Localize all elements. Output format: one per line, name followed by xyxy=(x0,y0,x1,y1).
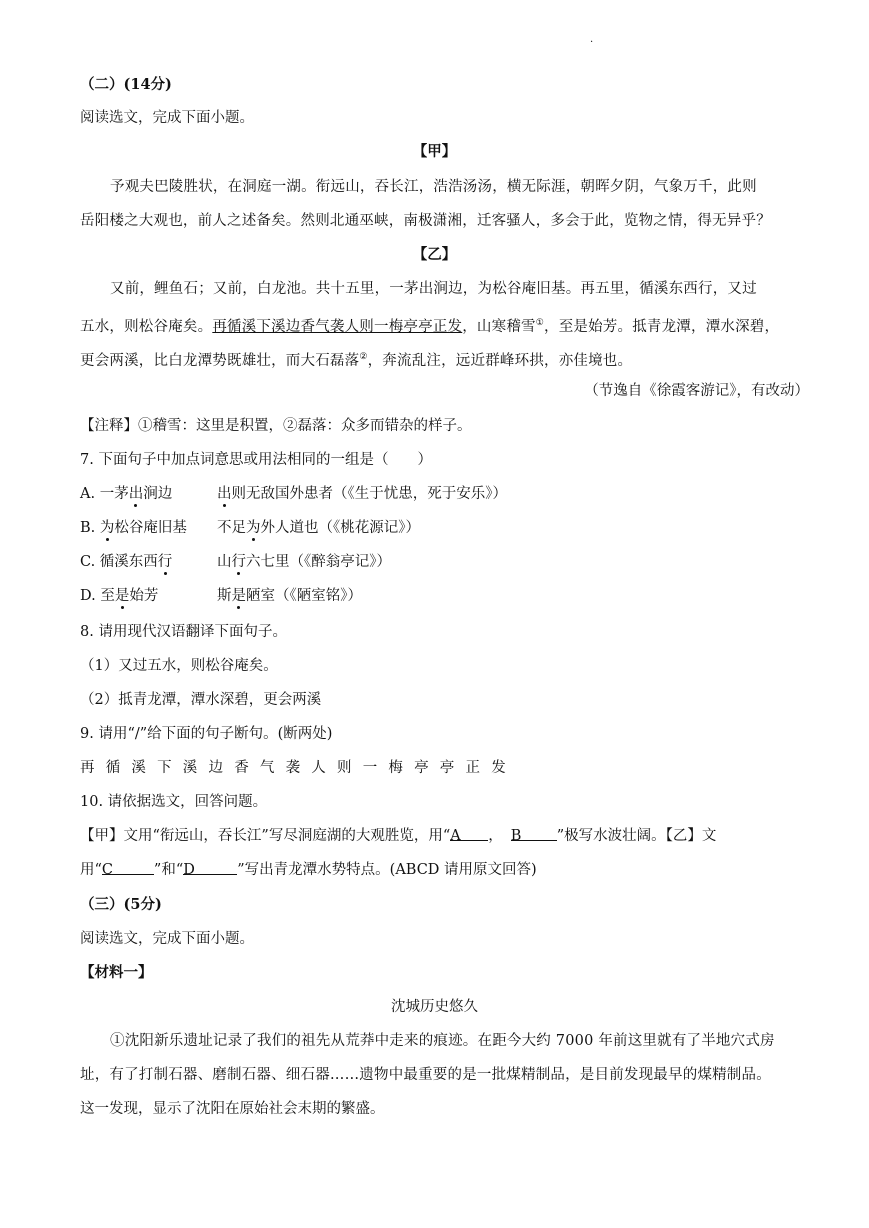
yi-paragraph-line-1: 又前，鲤鱼石；又前，白龙池。共十五里，一茅出涧边，为松谷庵旧基。再五里，循溪东西行，又过 xyxy=(110,281,757,297)
blank-b[interactable] xyxy=(510,826,557,844)
q7-b-right-post: 外人道也（《桃花源记》） xyxy=(260,520,420,536)
q7-b-left-dotted: 为 xyxy=(99,520,115,536)
q7-c-left-pre: C. 循溪东西 xyxy=(80,554,158,570)
blank-a[interactable] xyxy=(450,826,488,844)
question-8: 8. 请用现代汉语翻译下面句子。 xyxy=(80,624,287,640)
article-paragraph-line-3: 这一发现，显示了沈阳在原始社会末期的繁盛。 xyxy=(80,1101,385,1117)
q7-a-right-dotted: 出 xyxy=(217,486,232,502)
question-9-sentence: 再循溪下溪边香气袭人则一梅亭亭正发 xyxy=(80,760,517,776)
question-9: 9. 请用“/”给下面的句子断句。(断两处) xyxy=(80,726,333,742)
article-paragraph-line-2: 址，有了打制石器、磨制石器、细石器……遗物中最重要的是一批煤精制品，是目前发现最早的煤精制品。 xyxy=(80,1067,771,1083)
q7-d-right-dotted: 是 xyxy=(231,588,246,604)
question-8-item-1: （1）又过五水，则松谷庵矣。 xyxy=(80,658,278,674)
blank-b-label: B xyxy=(510,828,522,844)
blank-d-label: D xyxy=(183,862,195,878)
q7-option-b xyxy=(80,518,780,538)
jia-paragraph-line-1: 予观夫巴陵胜状，在洞庭一湖。衔远山，吞长江，浩浩汤汤，横无际涯，朝晖夕阴，气象万千，此则 xyxy=(110,179,757,195)
jia-label: 【甲】 xyxy=(412,143,457,160)
q7-b-left-post: 松谷庵旧基 xyxy=(114,520,187,536)
notes: 【注释】①稽雪：这里是积置，②磊落：众多而错杂的样子。 xyxy=(80,418,472,434)
source-citation: （节逸自《徐霞客游记》，有改动） xyxy=(584,383,809,399)
yi-p3-text-a: 更会两溪，比白龙潭势既雄壮，而大石磊落 xyxy=(80,352,360,369)
q10-text-2: ， xyxy=(488,828,503,844)
q10-text-5: ”和“ xyxy=(153,862,184,878)
q10-text-3: ”极写水波壮阔。【乙】文 xyxy=(556,828,717,844)
yi-p2-text-a: 五水，则松谷庵矣。 xyxy=(80,318,213,335)
article-title: 沈城历史悠久 xyxy=(391,999,478,1015)
q7-d-right-pre: 斯 xyxy=(217,588,232,604)
q10-text-4: 用“ xyxy=(80,862,102,878)
jia-paragraph-line-2: 岳阳楼之大观也，前人之述备矣。然则北通巫峡，南极潇湘，迁客骚人，多会于此，览物之情，得无异乎？ xyxy=(80,213,771,229)
yi-label: 【乙】 xyxy=(412,246,457,263)
material-1-label: 【材料一】 xyxy=(80,964,153,981)
q7-option-c xyxy=(80,552,780,572)
q7-b-right xyxy=(217,518,420,538)
q7-option-a xyxy=(80,484,780,504)
footnote-marker-2: ② xyxy=(359,352,368,362)
q7-d-left-dotted: 是 xyxy=(114,588,130,604)
q7-b-right-pre: 不足 xyxy=(217,520,246,536)
yi-p2-text-b: ，山寒稽雪 xyxy=(462,318,536,335)
q7-c-right-dotted: 行 xyxy=(231,554,246,570)
blank-d[interactable] xyxy=(183,860,237,878)
q7-c-right-pre: 山 xyxy=(217,554,232,570)
q7-b-left-pre: B. xyxy=(80,520,100,536)
yi-paragraph-line-3 xyxy=(80,347,632,371)
question-10-line-2 xyxy=(80,860,537,880)
yi-p3-text-b: ，奔流乱注，远近群峰环拱，亦佳境也。 xyxy=(367,352,633,369)
blank-a-label: A xyxy=(450,828,461,844)
q10-text-6: ”写出青龙潭水势特点。(ABCD 请用原文回答) xyxy=(237,862,537,878)
q7-c-right-post: 六七里（《醉翁亭记》） xyxy=(246,554,391,570)
q7-a-left-pre: A. 一茅 xyxy=(80,486,129,502)
q7-d-right-post: 陋室（《陋室铭》） xyxy=(246,588,362,604)
underlined-sentence: 再循溪下溪边香气袭人则一梅亭亭正发 xyxy=(212,318,463,335)
q7-a-right-post: 则无敌国外患者（《生于忧患，死于安乐》） xyxy=(231,486,507,502)
q7-a-right xyxy=(217,484,507,504)
q7-d-right xyxy=(217,586,362,606)
blank-c-label: C xyxy=(101,862,114,878)
q7-c-right xyxy=(217,552,391,572)
section3-heading: （三）(5分) xyxy=(80,896,162,913)
blank-c[interactable] xyxy=(101,860,154,878)
q10-text-1: 【甲】文用“衔远山，吞长江”写尽洞庭湖的大观胜览，用“ xyxy=(80,828,451,844)
q7-c-left-dotted: 行 xyxy=(157,554,173,570)
footnote-marker-1: ① xyxy=(535,318,544,328)
top-mark: . xyxy=(590,34,594,45)
question-10: 10. 请依据选文，回答问题。 xyxy=(80,794,268,810)
q7-option-d xyxy=(80,586,780,606)
article-paragraph-line-1: ①沈阳新乐遗址记录了我们的祖先从荒莽中走来的痕迹。在距今大约 7000 年前这里就有了半地穴式房 xyxy=(110,1033,775,1049)
question-8-item-2: （2）抵青龙潭，潭水深碧，更会两溪 xyxy=(80,692,322,708)
question-7: 7. 下面句子中加点词意思或用法相同的一组是（ ） xyxy=(80,452,432,468)
section2-instruction: 阅读选文，完成下面小题。 xyxy=(80,110,254,126)
yi-paragraph-line-2 xyxy=(80,313,779,337)
section3-instruction: 阅读选文，完成下面小题。 xyxy=(80,931,254,947)
question-10-line-1 xyxy=(80,826,716,846)
q7-a-left-post: 涧边 xyxy=(143,486,173,502)
q7-b-right-dotted: 为 xyxy=(246,520,261,536)
q7-d-left-post: 始芳 xyxy=(129,588,159,604)
q7-a-left-dotted: 出 xyxy=(128,486,144,502)
q7-d-left-pre: D. 至 xyxy=(80,588,115,604)
section2-heading: （二）(14分) xyxy=(80,76,172,93)
yi-p2-text-c: ，至是始芳。抵青龙潭，潭水深碧， xyxy=(544,318,780,335)
